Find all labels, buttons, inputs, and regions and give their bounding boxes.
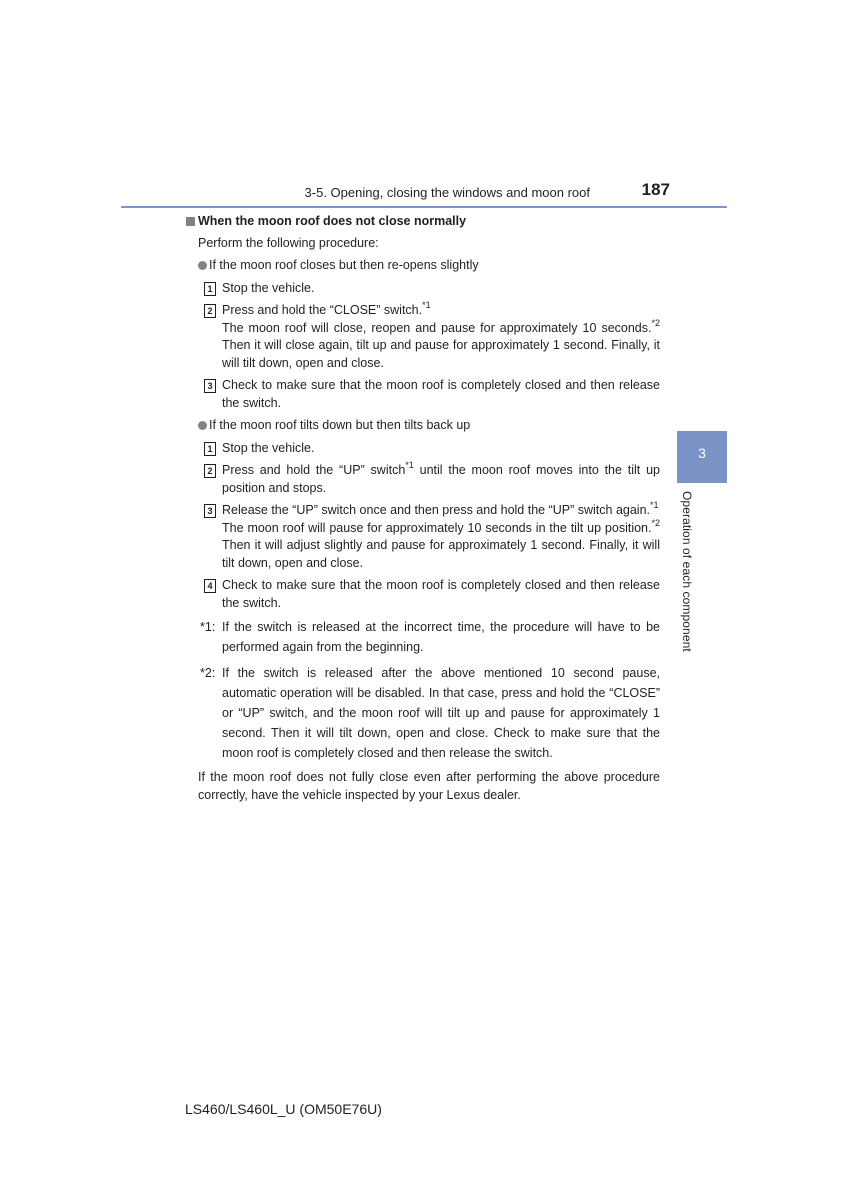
- footnote-ref: *2: [651, 317, 660, 328]
- step-number-badge: 1: [204, 442, 216, 456]
- footnote-ref: *1: [650, 500, 659, 510]
- footnote-1: [200, 617, 660, 657]
- step-number-badge: 4: [204, 579, 216, 593]
- step-text: Check to make sure that the moon roof is completely closed and then release the switch.: [222, 378, 660, 410]
- step-text: [222, 502, 660, 572]
- step-number-badge: 3: [204, 504, 216, 518]
- case-2-step-3: [204, 502, 660, 572]
- intro-text: Perform the following procedure:: [198, 235, 379, 250]
- step-text-a: Release the “UP” switch once and then press and hold the “UP” switch again.: [222, 503, 651, 517]
- step-text: Check to make sure that the moon roof is completely closed and then release the switch.: [222, 578, 660, 610]
- case-2-step-2: [204, 462, 660, 497]
- header-section-title: 3-5. Opening, closing the windows and moon roof: [304, 185, 590, 200]
- footnote-mark: *1:: [200, 620, 216, 634]
- step-number-badge: 2: [204, 304, 216, 318]
- closing-paragraph: If the moon roof does not fully close even after performing the above procedure correctly, have the vehicle inspected by your Lexus dealer.: [198, 770, 660, 802]
- square-marker-icon: [186, 217, 195, 226]
- case-1-step-3: [204, 377, 660, 412]
- step-number-badge: 1: [204, 282, 216, 296]
- main-content: [186, 213, 660, 804]
- case-1-step-2: [204, 302, 660, 372]
- step-number-badge: 3: [204, 379, 216, 393]
- case-2-title: [198, 417, 660, 435]
- case-1-step-1: [204, 280, 660, 298]
- circle-bullet-icon: [198, 261, 207, 270]
- step-text-b: The moon roof will close, reopen and pause for approximately 10 seconds.: [222, 320, 652, 335]
- step-text-b: The moon roof will pause for approximately 10 seconds in the tilt up position.: [222, 520, 652, 535]
- circle-bullet-icon: [198, 421, 207, 430]
- case-2-title-text: If the moon roof tilts down but then tilts back up: [209, 418, 471, 432]
- step-text: [222, 462, 660, 497]
- footnote-2: [200, 663, 660, 763]
- step-text-a2: until the moon roof moves into the tilt up position and stops.: [222, 463, 660, 495]
- footer-model-code: LS460/LS460L_U (OM50E76U): [185, 1101, 382, 1117]
- page-number: 187: [641, 180, 670, 199]
- case-1-title: [198, 257, 660, 275]
- chapter-label: Operation of each component: [680, 491, 694, 652]
- step-number-badge: 2: [204, 464, 216, 478]
- step-text: Stop the vehicle.: [222, 440, 315, 455]
- step-text-c: Then it will close again, tilt up and pause for approximately 1 second. Finally, it will tilt down, open and close.: [222, 338, 660, 370]
- section-heading-text: When the moon roof does not close normally: [198, 214, 467, 228]
- case-1-title-text: If the moon roof closes but then re-opens slightly: [209, 258, 479, 272]
- step-text: [222, 302, 660, 372]
- step-text-c: Then it will adjust slightly and pause for approximately 1 second. Finally, it will tilt down, open and close.: [222, 538, 660, 570]
- footnote-text: If the switch is released after the above mentioned 10 second pause, automatic operation will be disabled. In that case, press and hold the “CLOSE” or “UP” switch, and the moon roof will tilt up and pause for approximately 1 second. Then it will tilt down, open and close. Check to make sure that the moon roof is completely closed and then release the switch.: [222, 666, 660, 760]
- case-2-step-1: [204, 440, 660, 458]
- footnote-ref: *2: [651, 517, 660, 528]
- section-heading: [186, 213, 660, 231]
- case-2-step-4: [204, 577, 660, 612]
- chapter-tab[interactable]: [677, 431, 727, 483]
- footnote-ref: *1: [405, 460, 414, 470]
- chapter-number: 3: [698, 445, 706, 461]
- footnote-ref: *1: [422, 300, 431, 310]
- step-text-a: Press and hold the “CLOSE” switch.: [222, 303, 423, 317]
- step-text-a: Press and hold the “UP” switch: [222, 463, 406, 477]
- step-text: Stop the vehicle.: [222, 280, 315, 295]
- footnote-text: If the switch is released at the incorrect time, the procedure will have to be performed again from the beginning.: [222, 620, 660, 654]
- header-divider: [121, 206, 727, 208]
- footnote-mark: *2:: [200, 666, 216, 680]
